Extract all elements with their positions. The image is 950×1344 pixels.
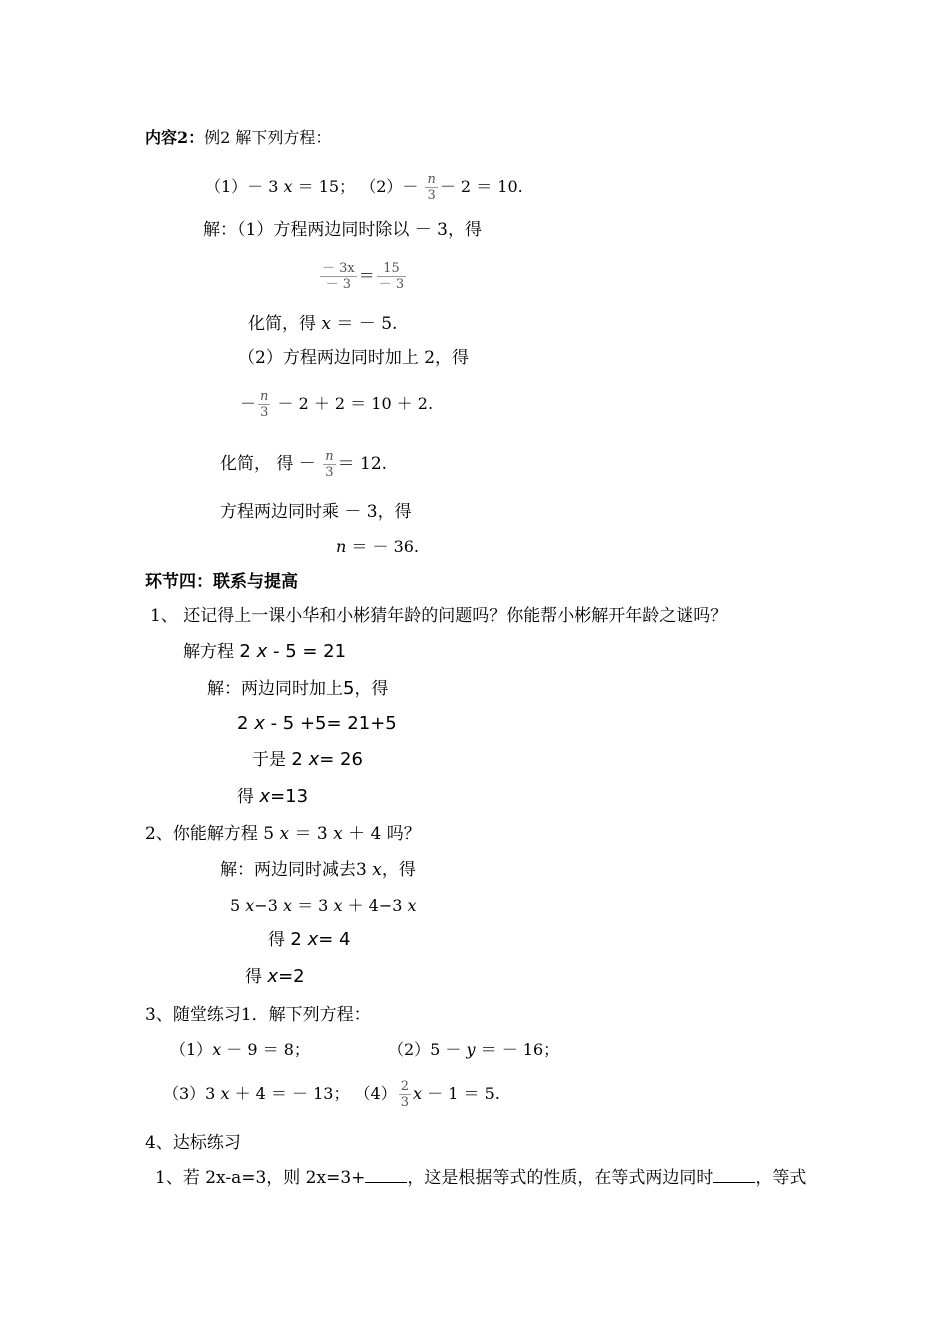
question-1-equation: 解方程 2 x - 5 = 21: [183, 641, 347, 662]
answer-blank[interactable]: [365, 1168, 407, 1183]
question-2-step-b: 得 2 x= 4: [268, 929, 351, 950]
question-2-step-c: 得 x=2: [245, 966, 305, 987]
addition-equation: － $\frac{n}{3}$ － 2 ＋ 2 ＝ 10 ＋ 2.: [240, 389, 434, 420]
question-1-step-b: 于是 2 x= 26: [252, 749, 363, 770]
question-4: 4、达标练习: [145, 1133, 241, 1153]
solution-step-1: 解：（1）方程两边同时除以 － 3，得: [203, 220, 482, 240]
question-3-row-2: （3）3 x ＋ 4 ＝ － 13； （4） $\frac{2}{3}$ x － 1 ＝ 5.: [163, 1079, 500, 1110]
multiply-step: 方程两边同时乘 － 3，得: [220, 502, 412, 522]
question-1-step-a: 2 x - 5 +5= 21+5: [237, 713, 397, 734]
simplify-result-2: 化简， 得 － $\frac{n}{3}$ ＝ 12.: [220, 449, 388, 480]
section-heading-content2: 内容2：例2 解下列方程：: [145, 128, 332, 147]
question-1-solution: 解：两边同时加上5，得: [207, 678, 389, 699]
question-2: 2、你能解方程 5 x ＝ 3 x ＋ 4 吗？: [145, 824, 421, 844]
solution-step-2: （2）方程两边同时加上 2，得: [238, 348, 470, 368]
division-equation: $\frac{- 3x}{- 3}$ ＝ $\frac{15}{- 3}$: [322, 261, 405, 292]
question-1-step-c: 得 x=13: [237, 786, 309, 807]
question-1: 1、 还记得上一课小华和小彬猜年龄的问题吗？你能帮小彬解开年龄之谜吗？: [150, 606, 728, 626]
fraction: $\frac{n}{3}$: [427, 172, 436, 203]
simplify-result-1: 化简，得 x ＝ － 5.: [248, 314, 398, 334]
question-2-step-a: 5 x−3 x ＝ 3 x ＋ 4−3 x: [230, 896, 417, 915]
section-heading-4: 环节四：联系与提高: [145, 572, 298, 592]
example-equations: （1）－ 3 x ＝ 15； （2）－ $\frac{n}{3}$ － 2 ＝ 10.: [205, 172, 523, 203]
question-4-item-1: 1、若 2x-a=3，则 2x=3+ ，这是根据等式的性质，在等式两边同时 ，等式: [155, 1168, 807, 1188]
question-2-solution: 解：两边同时减去3 x，得: [220, 860, 416, 880]
answer-blank[interactable]: [713, 1168, 755, 1183]
question-3: 3、随堂练习1．解下列方程：: [145, 1005, 371, 1025]
question-3-row-1: （1）x － 9 ＝ 8； （2）5 － y ＝ － 16；: [170, 1040, 560, 1059]
final-result-n: n ＝ － 36.: [336, 537, 420, 556]
